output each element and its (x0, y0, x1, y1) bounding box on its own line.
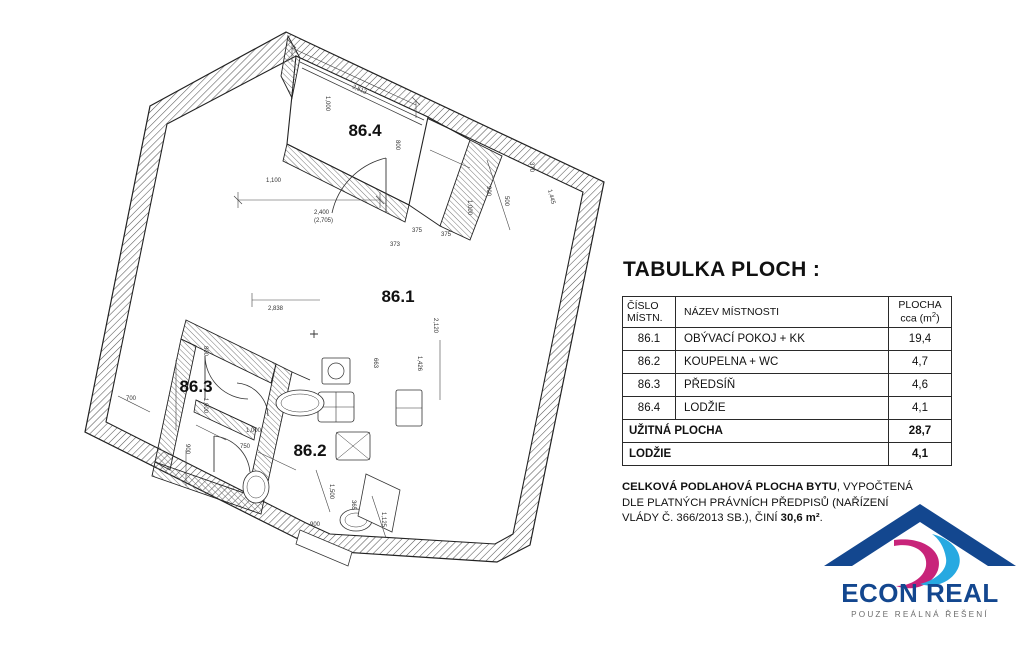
dim-text: 900 (184, 444, 190, 455)
room-label-86-3: 86.3 (179, 377, 213, 396)
header-area-line1: PLOCHA (898, 299, 942, 312)
dim-text: 663 (372, 358, 378, 369)
row-name: OBÝVACÍ POKOJ + KK (676, 328, 889, 351)
row-number: 86.1 (623, 328, 676, 351)
summary-row-usable-area (623, 420, 952, 443)
room-label-86-4: 86.4 (348, 121, 382, 140)
dim-text: 375 (412, 228, 423, 234)
summary-row-loggia (623, 443, 952, 466)
roof-icon (824, 504, 1016, 566)
row-number: 86.4 (623, 397, 676, 420)
header-area-paren: ) (936, 312, 940, 325)
logo-name: ECON REAL (841, 578, 999, 608)
note-line1-rest: , VYPOČTENÁ (836, 481, 913, 493)
dim-text: 375 (441, 232, 452, 238)
table-row (623, 351, 952, 374)
room-label-86-1: 86.1 (381, 287, 415, 306)
dim-text: 365 (350, 500, 356, 511)
dim-text: (2,705) (314, 218, 334, 224)
summary-area: 4,1 (889, 443, 952, 466)
summary-area: 28,7 (889, 420, 952, 443)
header-area-line2 (889, 311, 951, 325)
logo-mark (820, 500, 1020, 645)
row-name: KOUPELNA + WC (676, 351, 889, 374)
header-number (623, 297, 676, 328)
row-name: LODŽIE (676, 397, 889, 420)
logo-tagline: POUZE REÁLNÁ ŘEŠENÍ (851, 610, 989, 619)
row-area: 4,1 (889, 397, 952, 420)
dim-text: 370 (528, 162, 534, 173)
row-name: PŘEDSÍŇ (676, 374, 889, 397)
summary-label: LODŽIE (623, 443, 889, 466)
table-row (623, 397, 952, 420)
room-label-86-2: 86.2 (293, 441, 327, 460)
note-line2: DLE PLATNÝCH PRÁVNÍCH PŘEDPISŮ (NAŘÍZENÍ (622, 496, 889, 509)
dim-text: 2,400 (314, 210, 330, 216)
header-area-exponent: 2 (931, 310, 937, 320)
header-room-name: NÁZEV MÍSTNOSTI (676, 297, 889, 328)
dim-text: 800 (202, 346, 208, 357)
econ-real-logo (820, 500, 1020, 645)
dim-text: 2,120 (432, 318, 438, 334)
row-area: 4,7 (889, 351, 952, 374)
row-number: 86.3 (623, 374, 676, 397)
dim-text: 1,000 (246, 428, 262, 434)
kitchen-sink (322, 358, 350, 384)
dim-text: 1,445 (546, 188, 556, 206)
row-number: 86.2 (623, 351, 676, 374)
dim-text: 1,500 (328, 484, 334, 500)
note-total-value: 30,6 m² (780, 512, 820, 525)
dim-text: 2,513 (351, 84, 368, 96)
dim-text: 1,426 (416, 356, 422, 372)
dim-text: 500 (503, 196, 509, 207)
note-line1-bold: CELKOVÁ PODLAHOVÁ PLOCHA BYTU (622, 481, 837, 493)
dim-text: 1,125 (380, 512, 386, 528)
row-area: 19,4 (889, 328, 952, 351)
header-number-line1: ČÍSLO (627, 299, 659, 312)
dim-text: 373 (390, 242, 401, 248)
areas-table (622, 296, 952, 466)
header-area (889, 297, 952, 328)
dim-text: 750 (240, 444, 251, 450)
header-area-unit: cca (m (900, 312, 932, 325)
areas-panel (620, 0, 1024, 655)
dim-text: 1,000 (324, 96, 330, 112)
dim-text: 1,000 (466, 200, 472, 216)
table-header-row (623, 297, 952, 328)
table-row (623, 328, 952, 351)
dim-text: 800 (394, 140, 400, 151)
summary-label: UŽITNÁ PLOCHA (623, 420, 889, 443)
dim-text: 1,100 (266, 178, 282, 184)
table-row (623, 374, 952, 397)
row-area: 4,6 (889, 374, 952, 397)
dim-text: 900 (310, 522, 321, 528)
note-line3-start: VLÁDY Č. 366/2013 SB.), ČINÍ (622, 512, 781, 525)
dim-text: 700 (126, 396, 137, 402)
page-title: TABULKA PLOCH : (623, 258, 821, 281)
dim-text: 1,000 (202, 398, 208, 414)
header-number-line2: MÍSTN. (627, 312, 663, 324)
dim-text: 900 (485, 186, 491, 197)
note-line3-end: . (819, 512, 823, 525)
dim-text: 2,838 (268, 306, 284, 312)
